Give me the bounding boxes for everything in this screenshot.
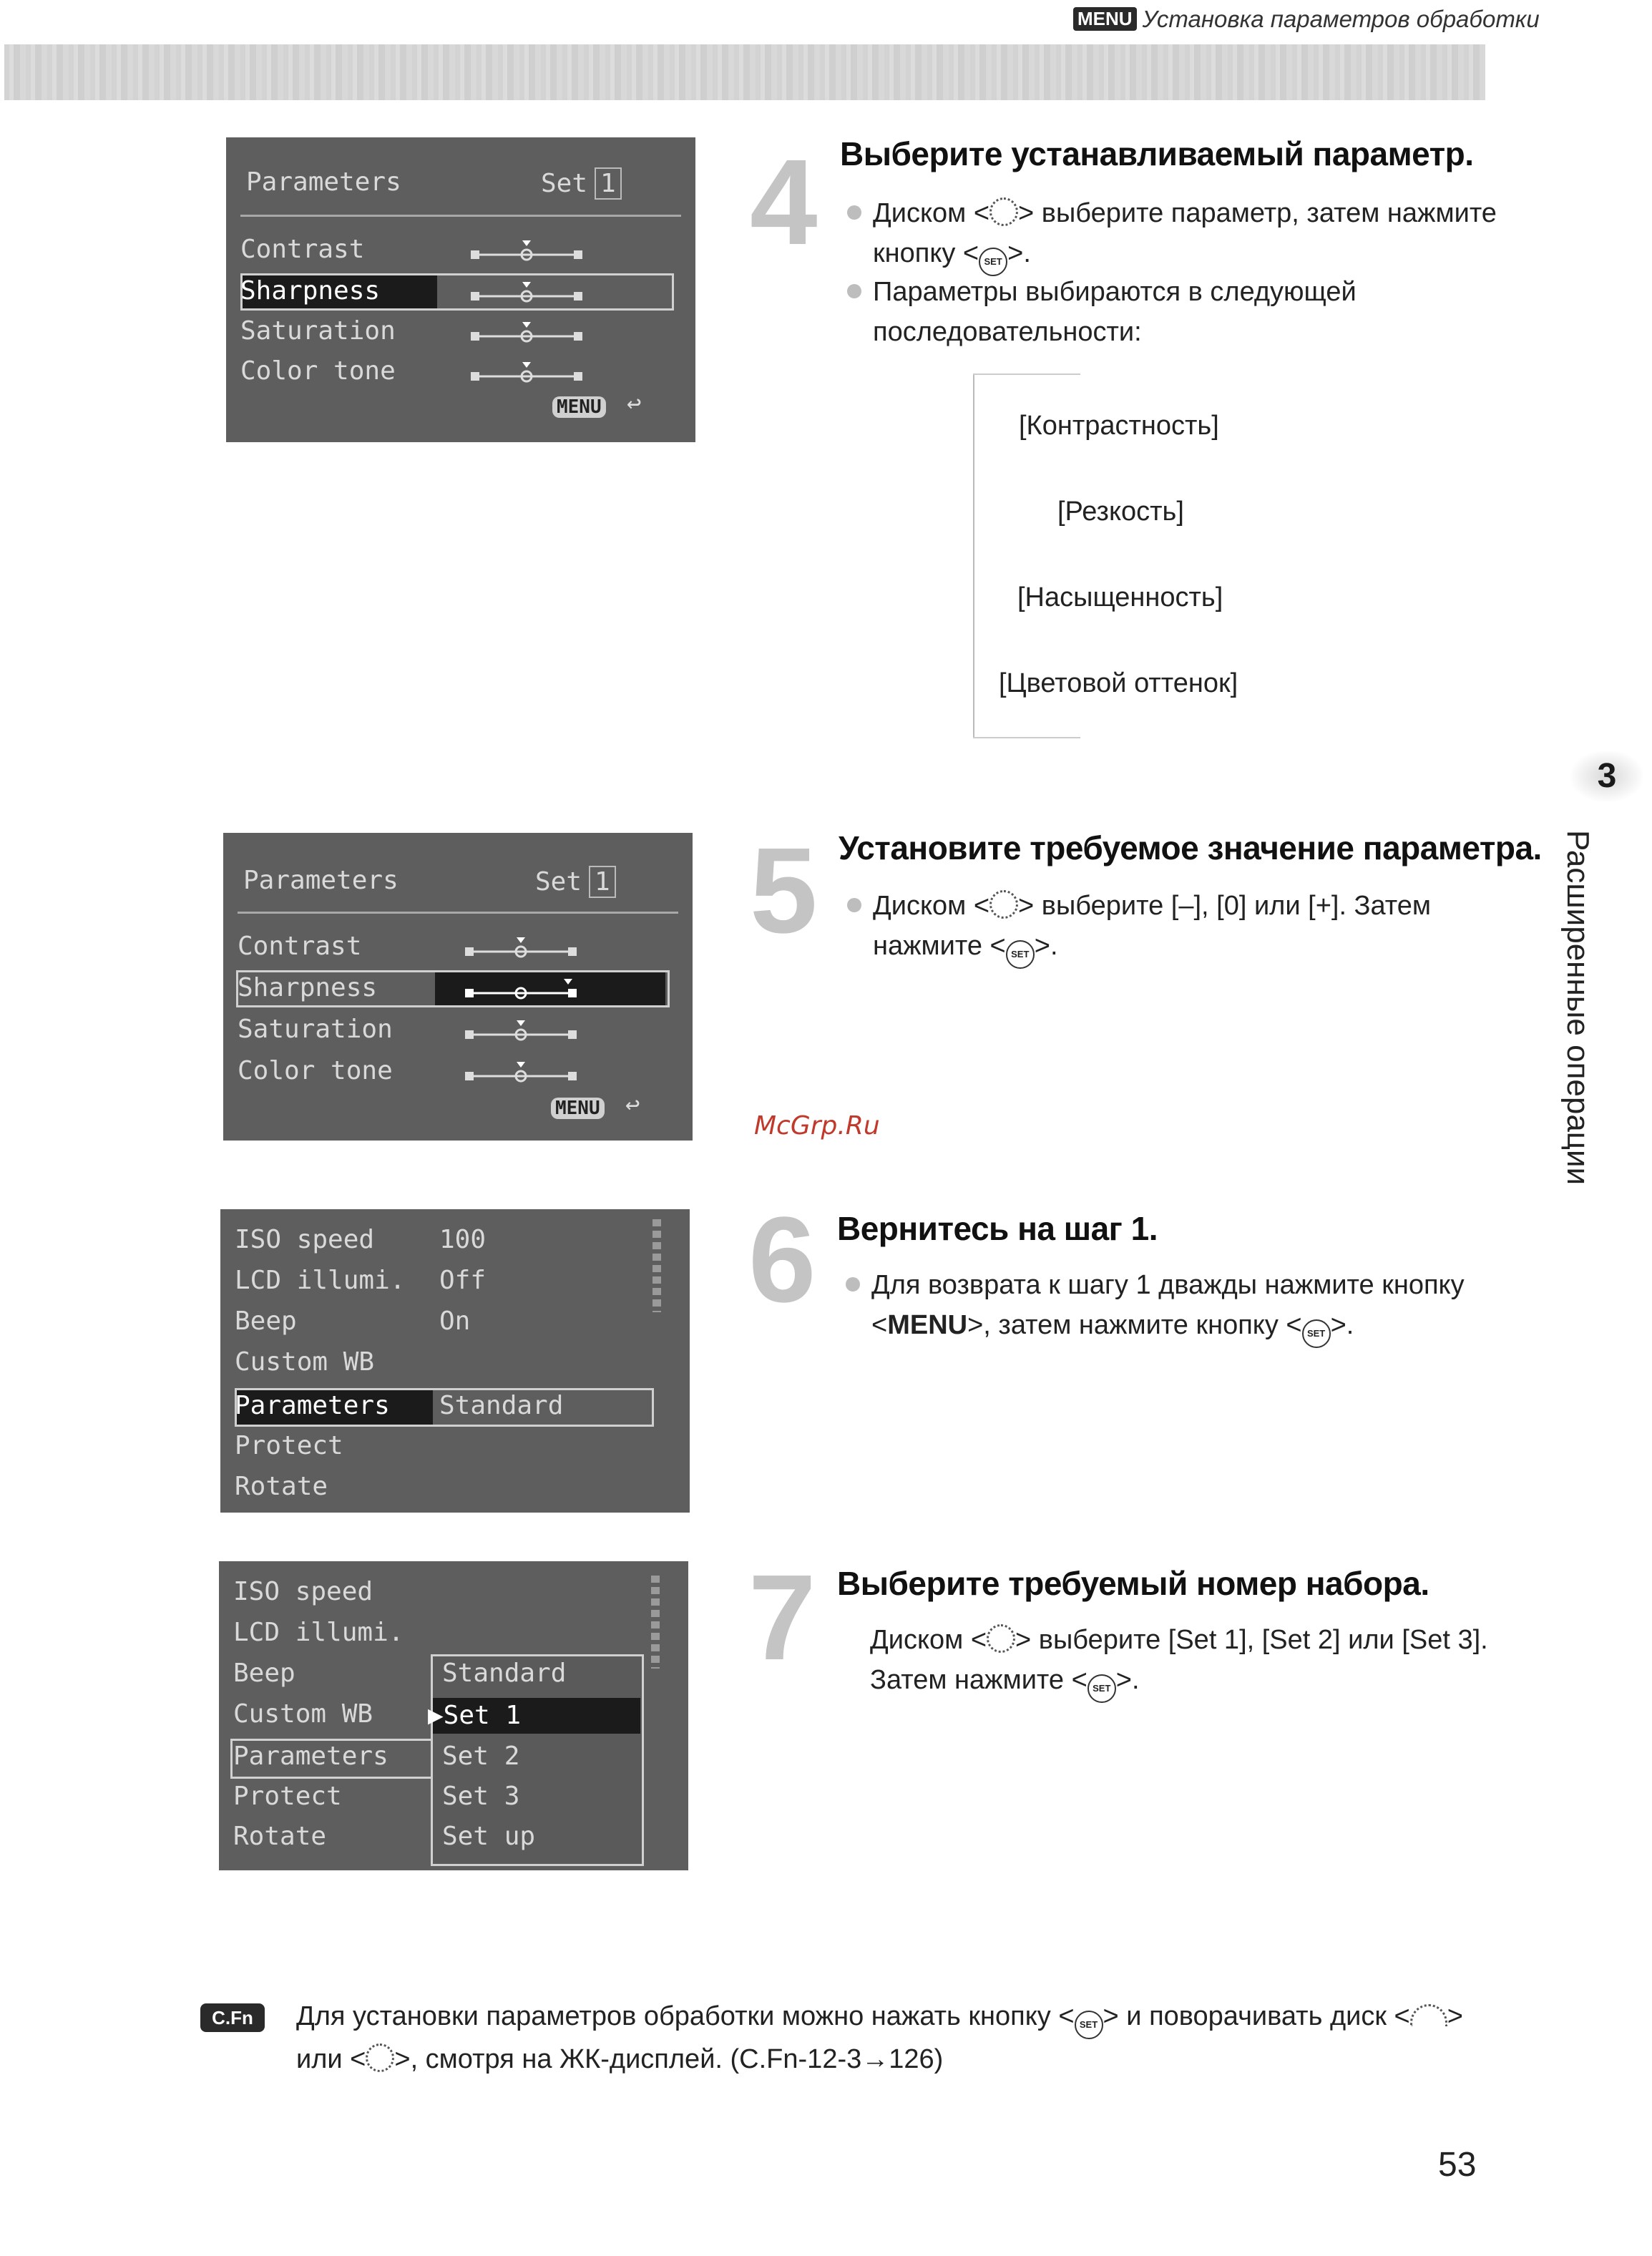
set-button-icon: SET	[1302, 1319, 1331, 1348]
quick-control-dial-icon	[989, 890, 1018, 919]
lcd-row-parameters: Parameters	[235, 1391, 390, 1420]
lcd-option-set-up: Set up	[442, 1822, 536, 1851]
menu-button-label: MENU	[552, 396, 606, 418]
lcd-row-custom-wb: Custom WB	[235, 1347, 375, 1377]
lcd-value-iso: 100	[439, 1225, 487, 1254]
step4-heading: Выберите устанавливаемый параметр.	[840, 135, 1474, 172]
text: > и поворачивать диск <	[1103, 2001, 1410, 2031]
set-button-icon: SET	[979, 248, 1007, 276]
return-arrow-icon: ↩	[627, 389, 642, 418]
page-number: 53	[1438, 2146, 1477, 2184]
set-label: Set	[535, 867, 582, 897]
text: >.	[1007, 238, 1031, 268]
slider-contrast	[464, 933, 578, 962]
menu-button-label: MENU	[551, 1098, 605, 1119]
text: Диском <	[873, 198, 990, 228]
lcd-row-protect: Protect	[235, 1431, 343, 1460]
menu-badge: MENU	[1073, 7, 1137, 31]
sequence-bracket-top	[973, 373, 1080, 375]
set-label: Set	[541, 169, 588, 198]
text: Для установки параметров обработки можно нажать кнопку <	[296, 2001, 1075, 2031]
lcd-set-indicator	[535, 866, 616, 898]
step6-bullet-1	[871, 1265, 1515, 1348]
lcd-scrollbar	[653, 1219, 661, 1312]
lcd-row-beep: Beep	[235, 1307, 297, 1336]
lcd-row-parameters: Parameters	[233, 1742, 388, 1771]
lcd-row-iso-speed: ISO speed	[233, 1577, 373, 1606]
lcd-row-lcd-illumi: LCD illumi.	[233, 1618, 404, 1647]
slider-contrast	[469, 236, 584, 265]
slider-sharpness	[469, 278, 584, 306]
text: Для возврата к шагу 1 дважды нажмите кнопку <	[871, 1270, 1465, 1340]
lcd-value-lcd-illumi: Off	[439, 1266, 487, 1295]
lcd-row-rotate: Rotate	[233, 1822, 327, 1851]
lcd-row-protect: Protect	[233, 1782, 342, 1811]
lcd-screen-step4	[226, 137, 695, 442]
bullet-dot	[847, 284, 861, 298]
quick-control-dial-icon	[989, 197, 1018, 226]
lcd-row-color-tone: Color tone	[240, 356, 396, 386]
lcd-title: Parameters	[243, 866, 399, 895]
lcd-option-set-3: Set 3	[442, 1782, 520, 1811]
text: > выберите [Set 1], [Set 2] или [Set 3]. Затем нажмите <	[870, 1625, 1488, 1695]
sequence-bracket-bottom	[973, 737, 1080, 738]
lcd-row-saturation: Saturation	[240, 316, 396, 346]
step7-text	[870, 1620, 1514, 1703]
lcd-value-parameters: Standard	[439, 1391, 564, 1420]
lcd-option-standard: Standard	[442, 1659, 567, 1688]
bullet-dot	[847, 898, 861, 912]
text: > или <	[296, 2001, 1463, 2074]
text: >.	[1034, 931, 1058, 961]
lcd-divider	[238, 912, 678, 914]
quick-control-dial-icon	[366, 2043, 394, 2072]
lcd-row-saturation: Saturation	[238, 1015, 393, 1044]
lcd-row-contrast: Contrast	[238, 932, 362, 961]
header-band	[4, 44, 1485, 100]
lcd-divider	[240, 215, 681, 217]
lcd-row-lcd-illumi: LCD illumi.	[235, 1266, 406, 1295]
text: Параметры выбираются в следующей последовательности:	[873, 277, 1357, 347]
chapter-title-tab	[1545, 830, 1617, 1202]
set-button-icon: SET	[1075, 2011, 1103, 2039]
set-button-icon: SET	[1088, 1674, 1116, 1703]
lcd-row-beep: Beep	[233, 1659, 295, 1688]
slider-color-tone	[464, 1058, 578, 1086]
running-header	[1073, 6, 1540, 37]
lcd-title: Parameters	[246, 167, 401, 197]
bullet-dot	[846, 1277, 860, 1291]
cfn-tip	[296, 1996, 1470, 2079]
lcd-row-iso-speed: ISO speed	[235, 1225, 375, 1254]
set-value: 1	[589, 866, 616, 898]
text: > выберите [–], [0] или [+]. Затем нажмите <	[873, 891, 1432, 961]
step-number-5: 5	[750, 823, 818, 959]
quick-control-dial-icon	[987, 1624, 1015, 1653]
chapter-number-tab: 3	[1571, 751, 1643, 801]
sequence-item-saturation: [Насыщенность]	[1017, 582, 1223, 612]
text: >.	[1115, 1665, 1140, 1695]
slider-color-tone	[469, 358, 584, 386]
text: > выберите параметр, затем нажмите кнопку <	[873, 198, 1497, 268]
sequence-bracket	[973, 373, 974, 738]
lcd-row-contrast: Contrast	[240, 235, 365, 264]
menu-key-label: MENU	[887, 1310, 968, 1340]
lcd-row-custom-wb: Custom WB	[233, 1699, 373, 1729]
sequence-item-sharpness: [Резкость]	[1057, 497, 1184, 527]
step6-heading: Вернитесь на шаг 1.	[837, 1210, 1158, 1247]
step4-bullet-2	[873, 272, 1517, 352]
slider-saturation	[464, 1016, 578, 1045]
lcd-option-set-1: ▶Set 1	[428, 1701, 522, 1730]
lcd-row-rotate: Rotate	[235, 1472, 328, 1501]
step7-heading: Выберите требуемый номер набора.	[837, 1565, 1429, 1602]
running-header-title: Установка параметров обработки	[1142, 6, 1540, 32]
text: >, затем нажмите кнопку <	[967, 1310, 1302, 1340]
lcd-set-indicator	[541, 167, 622, 200]
lcd-row-sharpness: Sharpness	[240, 276, 381, 306]
lcd-row-sharpness: Sharpness	[238, 973, 378, 1002]
lcd-screen-step5	[223, 833, 693, 1141]
step-number-6: 6	[748, 1192, 816, 1328]
sequence-item-contrast: [Контрастность]	[1019, 411, 1219, 441]
set-value: 1	[595, 167, 622, 200]
slider-sharpness	[464, 975, 578, 1003]
step-number-4: 4	[750, 135, 818, 270]
bullet-dot	[847, 205, 861, 220]
text: Диском <	[873, 891, 990, 921]
lcd-screen-step6	[220, 1209, 690, 1513]
cfn-badge: C.Fn	[200, 2003, 265, 2032]
text: >.	[1330, 1310, 1354, 1340]
step4-bullet-1	[873, 193, 1517, 276]
text: >, смотря на ЖК-дисплей. (C.Fn-12-3→126)	[394, 2044, 944, 2074]
step-number-7: 7	[748, 1550, 816, 1686]
slider-saturation	[469, 318, 584, 346]
watermark: McGrp.Ru	[754, 1111, 880, 1141]
lcd-option-set-2: Set 2	[442, 1742, 520, 1771]
main-dial-icon	[1410, 2004, 1447, 2026]
lcd-scrollbar	[651, 1576, 660, 1669]
lcd-screen-step7	[219, 1561, 688, 1870]
set-button-icon: SET	[1006, 940, 1035, 969]
step5-bullet-1	[873, 886, 1517, 969]
text: Диском <	[870, 1625, 987, 1655]
return-arrow-icon: ↩	[625, 1090, 640, 1119]
chapter-title: Расширенные операции	[1560, 830, 1595, 1186]
step5-heading: Установите требуемое значение параметра.	[839, 829, 1542, 866]
lcd-row-color-tone: Color tone	[238, 1056, 393, 1085]
lcd-value-beep: On	[439, 1307, 471, 1336]
sequence-item-color-tone: [Цветовой оттенок]	[999, 668, 1238, 698]
